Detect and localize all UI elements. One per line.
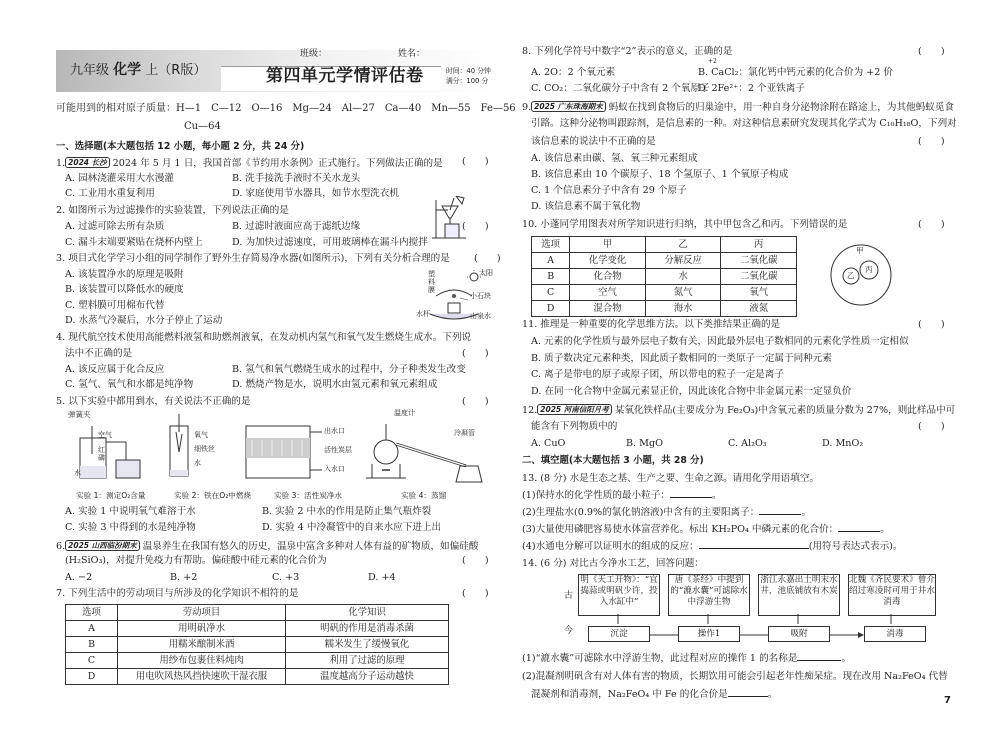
q2-option-c: C. 漏斗末端要紧贴在烧杯内壁上 [65, 237, 203, 248]
q3-option-a: A. 该装置净水的原理是吸附 [65, 269, 184, 280]
q14-step-3: 吸附 [768, 626, 830, 642]
q10-table-header: 选项 甲 乙 丙 [532, 237, 797, 253]
q5-caption-3: 实验 3：活性炭净水 [274, 491, 342, 500]
q5-fig-carbon: 活性炭层 [324, 446, 352, 454]
q11-answer-paren[interactable]: ( ) [918, 319, 945, 330]
q2-option-d: D. 为加快过滤速度，可用玻璃棒在漏斗内搅拌 [232, 237, 428, 248]
question-10-stem: 10. 小蓬同学用图表对所学知识进行归纳，其中甲包含乙和丙。下列错误的是 [522, 219, 848, 230]
question-14-stem: 14. (6 分) 对比古今净水工艺，回答问题： [522, 558, 704, 569]
q14-step-1: 沉淀 [588, 626, 650, 642]
question-9-stem-cont: 引路。这种分泌物叫跟踪剂，是信息素的一种。对这种信息素研究发现其化学式为 C₁₀H₁₈O，下列对 [531, 118, 957, 129]
q4-option-a: A. 该反应属于化合反应 [65, 364, 165, 375]
q3-fig-film: 塑 料 膜 [428, 270, 435, 294]
q3-option-b: B. 该装置可以降低水的硬度 [65, 284, 184, 295]
question-11-stem: 11. 推理是一种重要的化学思维方法。以下类推结果正确的是 [522, 319, 781, 330]
q10-fig-jia: 甲 [856, 246, 864, 255]
question-12-stem: 12. 2025 河南信阳月考 某氧化铁样品(主要成分为 Fe₂O₃)中含氧元素的质量分数为 27%，则此样品中可 [522, 405, 956, 416]
q7-table-header: 选项 劳动项目 化学知识 [66, 605, 449, 621]
q14-step-2: 操作1 [678, 626, 740, 642]
page-number: 7 [944, 695, 951, 706]
q13-sub-1: (1)保持水的化学性质的最小粒子： 。 [522, 490, 722, 501]
q6-source-tag: 2025 山西临汾期末 [65, 540, 140, 551]
q12-option-c: C. Al₂O₃ [728, 438, 767, 449]
atomic-masses-line2: Cu—64 [184, 121, 221, 132]
q13-sub-4: (4)水通电分解可以证明水的组成的反应： (用符号表达式表示)。 [522, 541, 903, 552]
q12-option-d: D. MnO₂ [822, 438, 864, 449]
q3-fig-stone: 小石块 [470, 292, 491, 300]
score-info: 满分：100 分 [446, 77, 489, 85]
q1-option-c: C. 工业用水重复利用 [65, 188, 155, 199]
q4-option-c: C. 氢气、氧气和水都是纯净物 [65, 379, 194, 390]
q14-sub-1: (1)“漉水囊”可滤除水中浮游生物，此过程对应的操作 1 的名称是 。 [522, 653, 852, 664]
q2-option-a: A. 过滤可除去所有杂质 [65, 221, 165, 232]
q5-fig-clip: 弹簧夹 [68, 410, 91, 419]
q5-fig-water1: 水 [74, 469, 81, 477]
question-9-stem-cont2: 该信息素的说法中不正确的是 [531, 136, 656, 147]
question-4-stem: 4. 现代航空技术使用高能燃料液氢和助燃剂液氧，在发动机内氢气和氧气发生燃烧生成水。下列说 [56, 332, 472, 343]
table-row: D 混合物 海水 液氮 [532, 301, 797, 317]
atomic-masses-line1: 可能用到的相对原子质量：H—1 C—12 O—16 Mg—24 Al—27 Ca—40 Mn—55 Fe—56 [56, 103, 516, 114]
section-heading-fill: 二、填空题(本大题包括 3 小题，共 28 分) [522, 455, 704, 466]
question-8-stem: 8. 下列化学符号中数字“2”表示的意义，正确的是 [522, 46, 733, 57]
q4-option-b: B. 氢气和氧气燃烧生成水的过程中，分子种类发生改变 [232, 364, 466, 375]
q5-fig-o2: 氧气 [194, 431, 208, 439]
q5-fig-thermometer: 温度计 [394, 409, 415, 417]
q8-option-d: D. 2Fe²⁺：2 个亚铁离子 [698, 83, 805, 94]
q5-fig-phosphorus: 红 磷 [98, 446, 105, 462]
subject-label: 化学 [113, 62, 142, 78]
q11-option-d: D. 在同一化合物中金属元素显正价，因此该化合物中非金属元素一定显负价 [531, 386, 852, 397]
q2-option-b: B. 过滤时液面应高于滤纸边缘 [232, 221, 361, 232]
q14-sub-2: (2)混凝剂明矾含有对人体有害的物质，长期饮用可能会引起老年性痴呆症。现在改用 Na₂FeO₄ 代替 [522, 671, 948, 682]
q12-option-a: A. CuO [531, 438, 566, 449]
section-heading-choice: 一、选择题(本大题包括 12 小题，每小题 2 分，共 24 分) [56, 141, 305, 152]
q10-table [531, 236, 797, 317]
question-5-stem: 5. 以下实验中都用到水，有关说法不正确的是 [56, 396, 251, 407]
q14-box-4: 北魏《齐民要术》曾介绍过寒凌时可用于井水消毒 [848, 574, 936, 616]
q14-label-ancient: 古 [564, 591, 574, 601]
q8-option-c: C. CO₂：二氧化碳分子中含有 2 个氧原子 [531, 83, 710, 94]
q4-option-d: D. 燃烧产物是水，说明水由氢元素和氧元素组成 [232, 379, 438, 390]
question-2-stem: 2. 如图所示为过滤操作的实验装置，下列说法正确的是 [56, 205, 289, 216]
q5-option-b: B. 实验 2 中水的作用是防止集气瓶炸裂 [262, 506, 432, 517]
q9-answer-paren[interactable]: ( ) [918, 136, 945, 147]
q14-step-4: 消毒 [864, 626, 926, 642]
q1-option-b: B. 洗手接洗手液时不关水龙头 [232, 173, 361, 184]
q8-option-b: B. CaCl₂：氯化钙中钙元素的化合价为 +2 价 [698, 67, 894, 78]
q7-table [65, 604, 449, 685]
q14-sub-2-cont: 混凝剂和消毒剂，Na₂FeO₄ 中 Fe 的化合价是 。 [531, 689, 778, 700]
table-row: B 化合物 水 二氧化碳 [532, 269, 797, 285]
name-label: 姓名： [398, 49, 426, 59]
q11-option-a: A. 元素的化学性质与最外层电子数有关，因此最外层电子数相同的元素化学性质一定相似 [531, 336, 909, 347]
q5-option-a: A. 实验 1 中说明氧气难溶于水 [65, 506, 196, 517]
q5-caption-1: 实验 1：测定O₂含量 [76, 491, 146, 500]
q13-blank-1[interactable] [670, 497, 712, 498]
time-info: 时间：40 分钟 [446, 67, 491, 75]
q9-option-d: D. 该信息素不属于氧化物 [531, 201, 641, 212]
q14-box-2: 唐《茶经》中提到的“漉水囊”可滤除水中浮游生物 [668, 574, 750, 616]
q14-label-modern: 今 [564, 626, 574, 636]
q5-fig-condenser: 冷凝管 [454, 429, 475, 437]
q5-option-c: C. 实验 3 中得到的水是纯净物 [65, 522, 196, 533]
q3-option-c: C. 塑料膜可用棉布代替 [65, 300, 165, 311]
table-row: B 用糯米酿制米酒 糯米发生了缓慢氧化 [66, 637, 449, 653]
q1-option-a: A. 园林浇灌采用大水漫灌 [65, 173, 174, 184]
q5-caption-2: 实验 2：铁在O₂中燃烧 [174, 491, 252, 500]
question-13-stem: 13. (8 分) 水是生态之基、生产之要、生命之源。请用化学用语填空。 [522, 473, 820, 484]
q12-answer-paren[interactable]: ( ) [918, 421, 945, 432]
q8-option-a: A. 2O：2 个氧元素 [531, 67, 616, 78]
q8-option-b-sup: +2 [708, 58, 717, 65]
q13-blank-2[interactable] [759, 514, 801, 515]
q5-fig-air: 空气 [98, 431, 112, 439]
q3-fig-cup: 水杯 [416, 310, 430, 318]
q10-fig-yi: 乙 [847, 271, 855, 280]
q12-source-tag: 2025 河南信阳月考 [537, 404, 612, 415]
q5-fig-inlet: 入水口 [324, 465, 345, 473]
q5-fig-wire: 细铁丝 [194, 445, 215, 453]
q14-box-3: 浙江永嘉出土明末水井，池底铺放有木炭 [758, 574, 840, 616]
q5-answer-paren[interactable]: ( ) [462, 396, 489, 407]
q1-source-tag: 2024 长沙 [65, 157, 110, 168]
q13-blank-4[interactable] [699, 548, 809, 549]
q3-answer-paren[interactable]: ( ) [474, 253, 501, 264]
q13-sub-2: (2)生理盐水(0.9%的氯化钠溶液)中含有的主要阳离子： 。 [522, 507, 811, 518]
question-12-stem-cont: 能含有下列物质中的 [531, 421, 618, 432]
table-row: A 化学变化 分解反应 二氧化碳 [532, 253, 797, 269]
q3-fig-sun: 太阳 [479, 269, 493, 277]
q9-option-a: A. 该信息素由碳、氢、氧三种元素组成 [531, 153, 698, 164]
q14-blank-1[interactable] [797, 660, 841, 661]
q1-answer-paren[interactable]: ( ) [462, 156, 489, 167]
table-row: C 用纱布包裹住料炖肉 利用了过滤的原理 [66, 653, 449, 669]
q5-fig-outlet: 出水口 [324, 427, 345, 435]
question-7-stem: 7. 下列生活中的劳动项目与所涉及的化学知识不相符的是 [56, 588, 299, 599]
q5-caption-4: 实验 4：蒸馏 [401, 491, 447, 500]
q6-option-d: D. +4 [368, 572, 396, 583]
q1-option-d: D. 家庭使用节水器具，如节水型洗衣机 [232, 188, 399, 199]
table-row: D 用电吹风热风挡快速吹干湿衣服 温度越高分子运动越快 [66, 669, 449, 685]
q13-sub-3: (3)大量使用磷肥容易使水体富营养化。标出 KH₂PO₄ 中磷元素的化合价： 。 [522, 524, 890, 535]
q5-fig-water2: 水 [194, 459, 201, 467]
q10-answer-paren[interactable]: ( ) [918, 219, 945, 230]
table-row: C 空气 氮气 氧气 [532, 285, 797, 301]
question-1-stem: 1. 2024 长沙 2024 年 5 月 1 日，我国首部《节约用水条例》正式施行。下列做法正确的是 [56, 158, 443, 169]
q5-experiments-figure [66, 409, 486, 490]
q9-option-c: C. 1 个信息素分子中含有 29 个原子 [531, 185, 687, 196]
question-3-stem: 3. 项目式化学学习小组的同学制作了野外生存简易净水器(如图所示)，下列有关分析合理的是 [56, 253, 450, 264]
header-grade-subject [70, 63, 206, 77]
q10-fig-bing: 丙 [865, 265, 873, 274]
q13-blank-3[interactable] [838, 531, 880, 532]
question-6-stem-cont: (H₂SiO₃)，对提升免疫力有帮助。偏硅酸中硅元素的化合价为 [65, 555, 327, 566]
q8-answer-paren[interactable]: ( ) [918, 46, 945, 57]
q5-option-d: D. 实验 4 中冷凝管中的自来水应下进上出 [262, 522, 442, 533]
q14-blank-2[interactable] [728, 696, 768, 697]
q3-option-d: D. 水蒸气冷凝后，水分子停止了运动 [65, 315, 223, 326]
question-6-stem: 6. 2025 山西临汾期末 温泉养生在我国有悠久的历史，温泉中富含多种对人体有益的矿物质，如偏硅酸 [56, 541, 479, 552]
q11-option-b: B. 质子数决定元素种类，因此质子数相同的一类原子一定属于同种元素 [531, 353, 832, 364]
question-9-stem: 9. 2025 广东珠海期末 蚂蚁在找到食物后的归巢途中，用一种自身分泌物涂附在路途上，为其他蚂蚁觅食 [522, 102, 955, 113]
q2-answer-paren[interactable]: ( ) [462, 221, 489, 232]
class-label: 班级： [300, 49, 328, 59]
q4-answer-paren[interactable]: ( ) [462, 348, 489, 359]
question-4-stem-cont: 法中不正确的是 [65, 348, 133, 359]
q12-option-b: B. MgO [626, 438, 663, 449]
q6-option-b: B. +2 [170, 572, 198, 583]
q11-option-c: C. 离子是带电的原子或原子团，所以带电的粒子一定是离子 [531, 369, 784, 380]
table-row: A 用明矾净水 明矾的作用是消毒杀菌 [66, 621, 449, 637]
q7-answer-paren[interactable]: ( ) [462, 588, 489, 599]
q6-answer-paren[interactable]: ( ) [462, 555, 489, 566]
q9-option-b: B. 该信息素由 10 个碳原子、18 个氢原子、1 个氧原子构成 [531, 169, 789, 180]
grade-label: 九年级 [70, 63, 110, 78]
page-title: 第四单元学情评估卷 [266, 66, 424, 86]
q9-source-tag: 2025 广东珠海期末 [531, 101, 606, 112]
q14-box-1: 明《天工开物》：“宜捣蒜或明矾少许，投入水缸中” [578, 574, 660, 616]
q6-option-c: C. +3 [272, 572, 300, 583]
volume-label: 上（R版） [145, 63, 207, 78]
q3-fig-water: 山泉水 [470, 312, 491, 320]
filtration-apparatus-figure [426, 196, 470, 240]
q6-option-a: A. −2 [65, 572, 93, 583]
